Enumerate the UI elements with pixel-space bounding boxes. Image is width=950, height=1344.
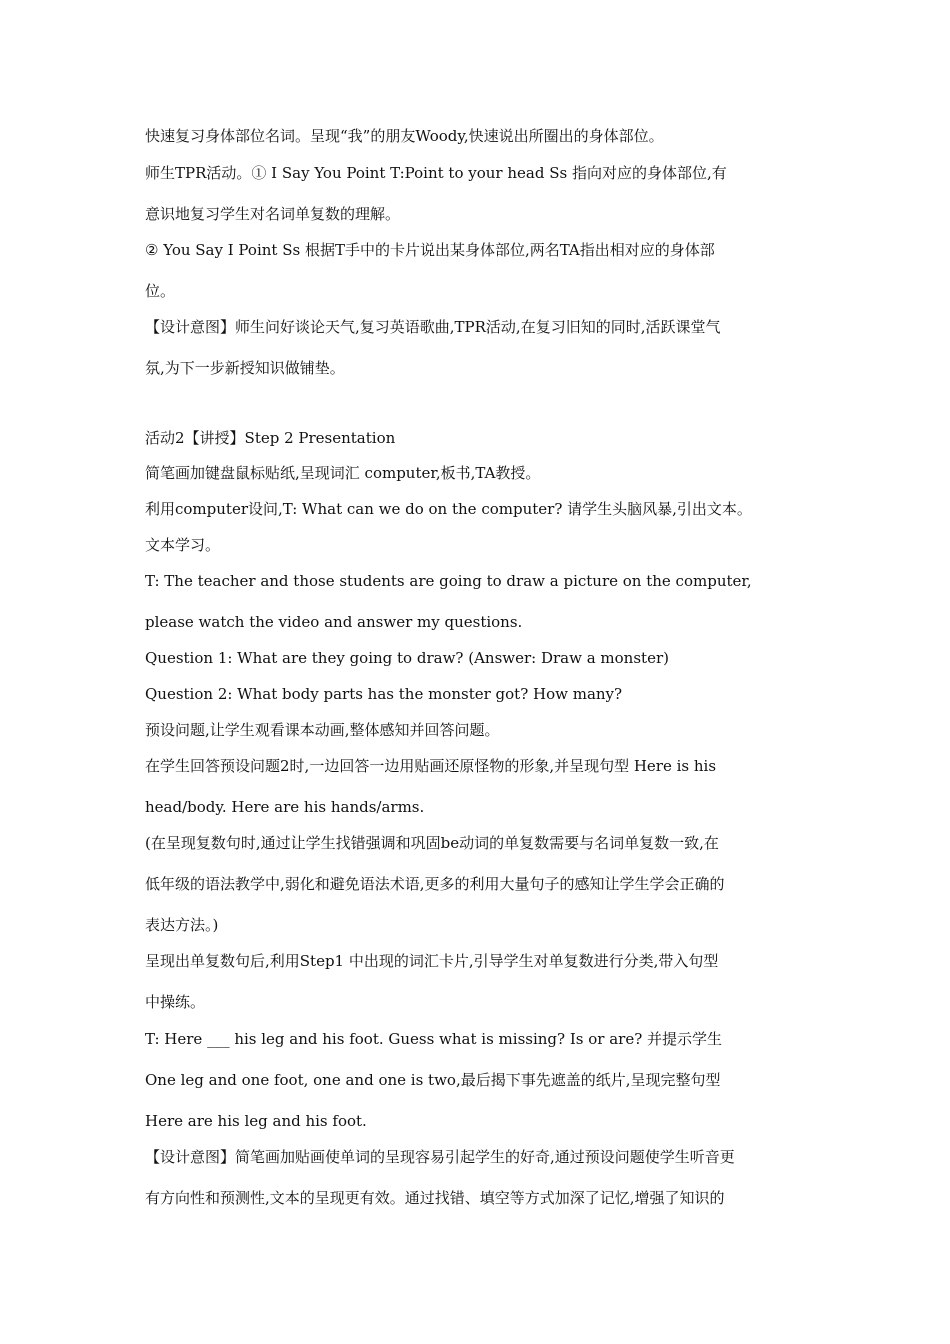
text-line: 文本学习。: [145, 536, 221, 554]
text-line: 利用computer设问,T: What can we do on the computer? 请学生头脑风暴,引出文本。: [145, 500, 752, 518]
text-line: 预设问题,让学生观看课本动画,整体感知并回答问题。: [145, 721, 500, 739]
text-line: 氛,为下一步新授知识做铺垫。: [145, 359, 345, 377]
text-line: 师生TPR活动。① I Say You Point T:Point to your head Ss 指向对应的身体部位,有: [145, 164, 727, 182]
text-line: 意识地复习学生对名词单复数的理解。: [145, 205, 401, 223]
text-line: 呈现出单复数句后,利用Step1 中出现的词汇卡片,引导学生对单复数进行分类,带入句型: [145, 952, 719, 970]
text-line: 【设计意图】简笔画加贴画使单词的呈现容易引起学生的好奇,通过预设问题使学生听音更: [145, 1148, 735, 1166]
text-line: 在学生回答预设问题2时,一边回答一边用贴画还原怪物的形象,并呈现句型 Here is his: [145, 757, 717, 775]
text-line: ② You Say I Point Ss 根据T手中的卡片说出某身体部位,两名TA指出相对应的身体部: [145, 241, 715, 259]
text-line: 【设计意图】师生问好谈论天气,复习英语歌曲,TPR活动,在复习旧知的同时,活跃课堂气: [145, 318, 721, 336]
section-heading: 活动2【讲授】Step 2 Presentation: [145, 429, 396, 447]
text-line: T: Here ___ his leg and his foot. Guess what is missing? Is or are? 并提示学生: [145, 1030, 723, 1048]
text-line: 快速复习身体部位名词。呈现“我”的朋友Woody,快速说出所圈出的身体部位。: [145, 127, 664, 145]
text-line: 简笔画加键盘鼠标贴纸,呈现词汇 computer,板书,TA教授。: [145, 464, 541, 482]
text-line: Question 1: What are they going to draw? (Answer: Draw a monster): [145, 649, 669, 667]
text-line: head/body. Here are his hands/arms.: [145, 798, 425, 816]
text-line: 表达方法。): [145, 916, 219, 934]
text-line: Here are his leg and his foot.: [145, 1112, 367, 1130]
text-line: (在呈现复数句时,通过让学生找错强调和巩固be动词的单复数需要与名词单复数一致,在: [145, 834, 719, 852]
text-line: 有方向性和预测性,文本的呈现更有效。通过找错、填空等方式加深了记忆,增强了知识的: [145, 1189, 725, 1207]
text-line: Question 2: What body parts has the monster got? How many?: [145, 685, 623, 703]
text-line: 位。: [145, 282, 176, 300]
text-line: One leg and one foot, one and one is two,最后揭下事先遮盖的纸片,呈现完整句型: [145, 1071, 721, 1089]
text-line: 中操练。: [145, 993, 206, 1011]
text-line: T: The teacher and those students are going to draw a picture on the computer,: [145, 572, 752, 590]
text-line: 低年级的语法教学中,弱化和避免语法术语,更多的利用大量句子的感知让学生学会正确的: [145, 875, 725, 893]
text-line: please watch the video and answer my questions.: [145, 613, 523, 631]
